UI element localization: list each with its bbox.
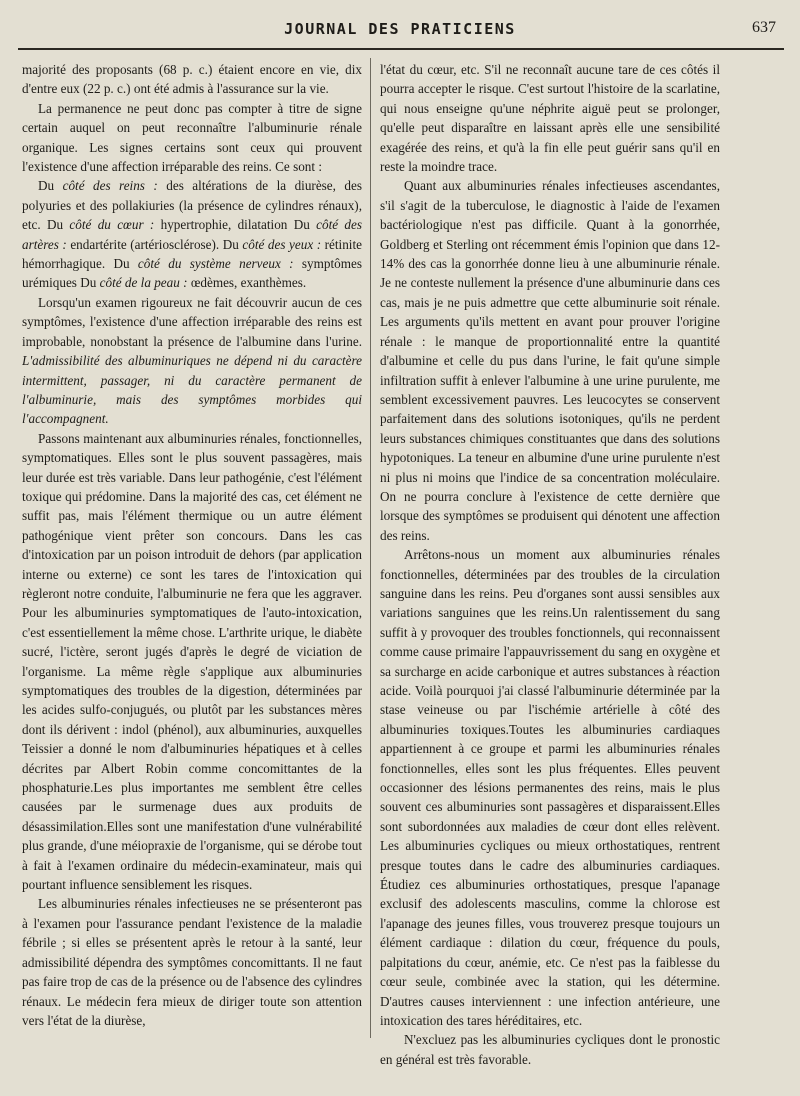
running-head	[20, 18, 780, 44]
italic-run: L'admissibilité des albuminuriques ne dépend ni du caractère intermittent, passager, ni du caractère permanent de l'albuminurie, mais des symptômes morbides qui l'accompagnent.	[22, 353, 362, 427]
italic-run: côté du cœur :	[69, 217, 155, 233]
left-column	[22, 60, 362, 1080]
text-run: Lorsqu'un examen rigoureux ne fait découvrir aucun de ces symptômes, l'existence d'une affection irréparable des reins est improbable, nonobstant la présence de l'albumine dans l'urine.	[22, 294, 362, 349]
italic-run: côté des artères :	[22, 217, 362, 252]
text-run: Du	[38, 178, 63, 194]
paragraph: Les albuminuries rénales infectieuses ne se présenteront pas à l'examen pour l'assurance pendant l'existence de la maladie fébrile ; si elles se présentent après le retour à la santé, leur admissibilité dépendra des symptômes concomittants. Il ne faut pas faire trop de cas de la présence ou de l'absence des cylindres rénaux. Le médecin fera mieux de diriger toute son attention vers l'état de la diurèse,	[22, 896, 362, 1028]
text-run: symptômes urémiques Du	[22, 256, 362, 291]
paragraph: Quant aux albuminuries rénales infectieuses ascendantes, s'il s'agit de la tuberculose, le diagnostic à l'aide de l'examen bactériologique n'est pas difficile. Quant à la gonorrhée, Goldberg et Sterling ont récemment émis l'opinion que dans 12-14% des cas la gonorrhée donne lieu à une albuminurie rénale. Je ne conteste nullement la présence d'une albuminurie dans ces cas, mais je ne puis admettre que cette albuminurie soit rénale. Les arguments qu'ils mettent en avant pour prouver l'origine rénale : le manque de proportionnalité entre la quantité d'albumine et celle du pus dans l'urine, le fait qu'une simple infiltration suffit à enlever l'albumine à une urine purulente, me semblent excessivement pauvres. Les leucocytes se conservent parfaitement dans des solutions isotoniques, qu'ils ne perdent leurs substances chimiques constituantes que dans des solutions hypotoniques. La teneur en albumine d'une urine purulente n'est ni plus ni moins que l'indice de sa concentration moléculaire. On ne pourra conclure à l'existence de cette dernière que lorsque des symptômes se produisent qui dénotent une affection des reins.	[380, 178, 720, 543]
journal-title: JOURNAL DES PRATICIENS	[284, 20, 516, 38]
text-run: rétinite hémorrhagique. Du	[22, 236, 362, 272]
paragraph: majorité des proposants (68 p. c.) étaient encore en vie, dix d'entre eux (22 p. c.) ont été admis à l'assurance sur la vie.	[22, 62, 362, 97]
right-column	[380, 60, 720, 1080]
column-divider	[370, 58, 371, 1038]
paragraph	[22, 176, 362, 292]
italic-run: côté de la peau :	[99, 275, 188, 291]
paragraph: Arrêtons-nous un moment aux albuminuries rénales fonctionnelles, déterminées par des troubles de la circulation sanguine dans les reins. Peu d'organes sont aussi sensibles aux variations sanguines que les reins.Un ralentissement du sang suffit à y provoquer des troubles fonctionnels, qui reconnaissent comme cause primaire l'appauvrissement du sang en oxygène et sa surcharge en acide carbonique et autres substances à réaction acide. Voilà pourquoi j'ai classé l'albuminurie déterminée par la stase veineuse ou par l'ischémie artérielle à côté des albuminuries toxiques.Toutes les albuminuries cardiaques appartiennent à ce groupe et parmi les albuminuries rénales fonctionnelles, elles sont les plus fréquentes. Elles peuvent occasionner des lésions permanentes des reins, mais le plus souvent ces albuminuries sont passagères et disparaissent.Elles sont subordonnées aux maladies de cœur dont elles relèvent. Les albuminuries cycliques ou mieux orthostatiques, rentrent presque toutes dans le cadre des albuminuries cardiaques. Étudiez ces albuminuries orthostatiques, presque l'apanage exclusif des adolescents masculins, comme la chlorose est l'apanage des jeunes filles, vous trouverez presque toujours un élément cardiaque : dilation du cœur, fréquence du pouls, palpitations du cœur, anémie, etc. Ce n'est pas la faiblesse du cœur seule, combinée avec la station, qui les détermine. D'autres causes interviennent : une infection antérieure, une intoxication des tares héréditaires, etc.	[380, 547, 720, 1028]
italic-run: côté des reins :	[62, 178, 158, 194]
paragraph: Passons maintenant aux albuminuries rénales, fonctionnelles, symptomatiques. Elles sont le plus souvent passagères, mais leur durée est très variable. Dans leur pathogénie, c'est l'élément toxique qui prédomine. Dans la majorité des cas, cet élément ne suffit pas, mais l'élément thermique ou un autre élément pathogénique vient prêter son concours. Dans les cas d'intoxication par un poison introduit de dehors (par application interne ou externe) ce sont les tares de l'intoxication qui règleront notre conduite, l'albuminurie ne fera que les aggraver. Pour les albuminuries symptomatiques de l'auto-intoxication, c'est essentiellement la même chose. L'arthrite urique, le diabète sucré, l'ictère, seront jugés d'après le degré de viciation de l'organisme. La même règle s'applique aux albuminuries symptomatiques des troubles de la digestion, déterminées par les acides sulfo-conjugués, ou plutôt par les substances mères dont ils dérivent : indol (phénol), aux albuminuries, auxquelles Teissier a donné le nom d'albuminuries hépatiques et à celles décrites par Albert Robin comme concomittantes de la phosphaturie.Les plus importantes me semblent être celles causées par le surmenage dues aux produits de désassimilation.Elles sont une manifestation d'une vulnérabilité plus grande, d'une méiopraxie de l'organisme, qui se dérobe tout à fait à l'examen ordinaire du médecin-examinateur, mais qui pourtant influence sensiblement les risques.	[22, 430, 362, 893]
page-number: 637	[752, 19, 776, 36]
header-rule	[18, 48, 784, 50]
text-run: endartérite (artériosclérose). Du	[66, 236, 243, 252]
italic-run: côté des yeux :	[242, 236, 322, 252]
italic-run: côté du système nerveux :	[137, 256, 294, 272]
text-run: œdèmes, exanthèmes.	[187, 275, 307, 291]
text-run: hypertrophie, dilatation Du	[154, 217, 317, 233]
paragraph	[22, 293, 362, 429]
text-run: des altérations de la diurèse, des polyuries et des pollakiuries (la présence de cylindres rénaux), etc. Du	[22, 178, 362, 233]
paragraph: l'état du cœur, etc. S'il ne reconnaît aucune tare de ces côtés il pourra accepter le risque. C'est surtout l'histoire de la scarlatine, qui nous enseigne qu'une néphrite aiguë peut se prolonger, qu'elle peut disparaître en laissant après elle une sensibilité exagérée des reins, et qu'à la fin elle peut guérir sans qu'il en reste la moindre trace.	[380, 62, 720, 175]
paragraph: La permanence ne peut donc pas compter à titre de signe certain auquel on peut reconnaître l'albuminurie rénale organique. Les signes certains sont ceux qui prouvent l'existence d'une affection irréparable des reins. Ce sont :	[22, 100, 362, 175]
paragraph: N'excluez pas les albuminuries cycliques dont le pronostic en général est très favorable.	[380, 1032, 720, 1067]
